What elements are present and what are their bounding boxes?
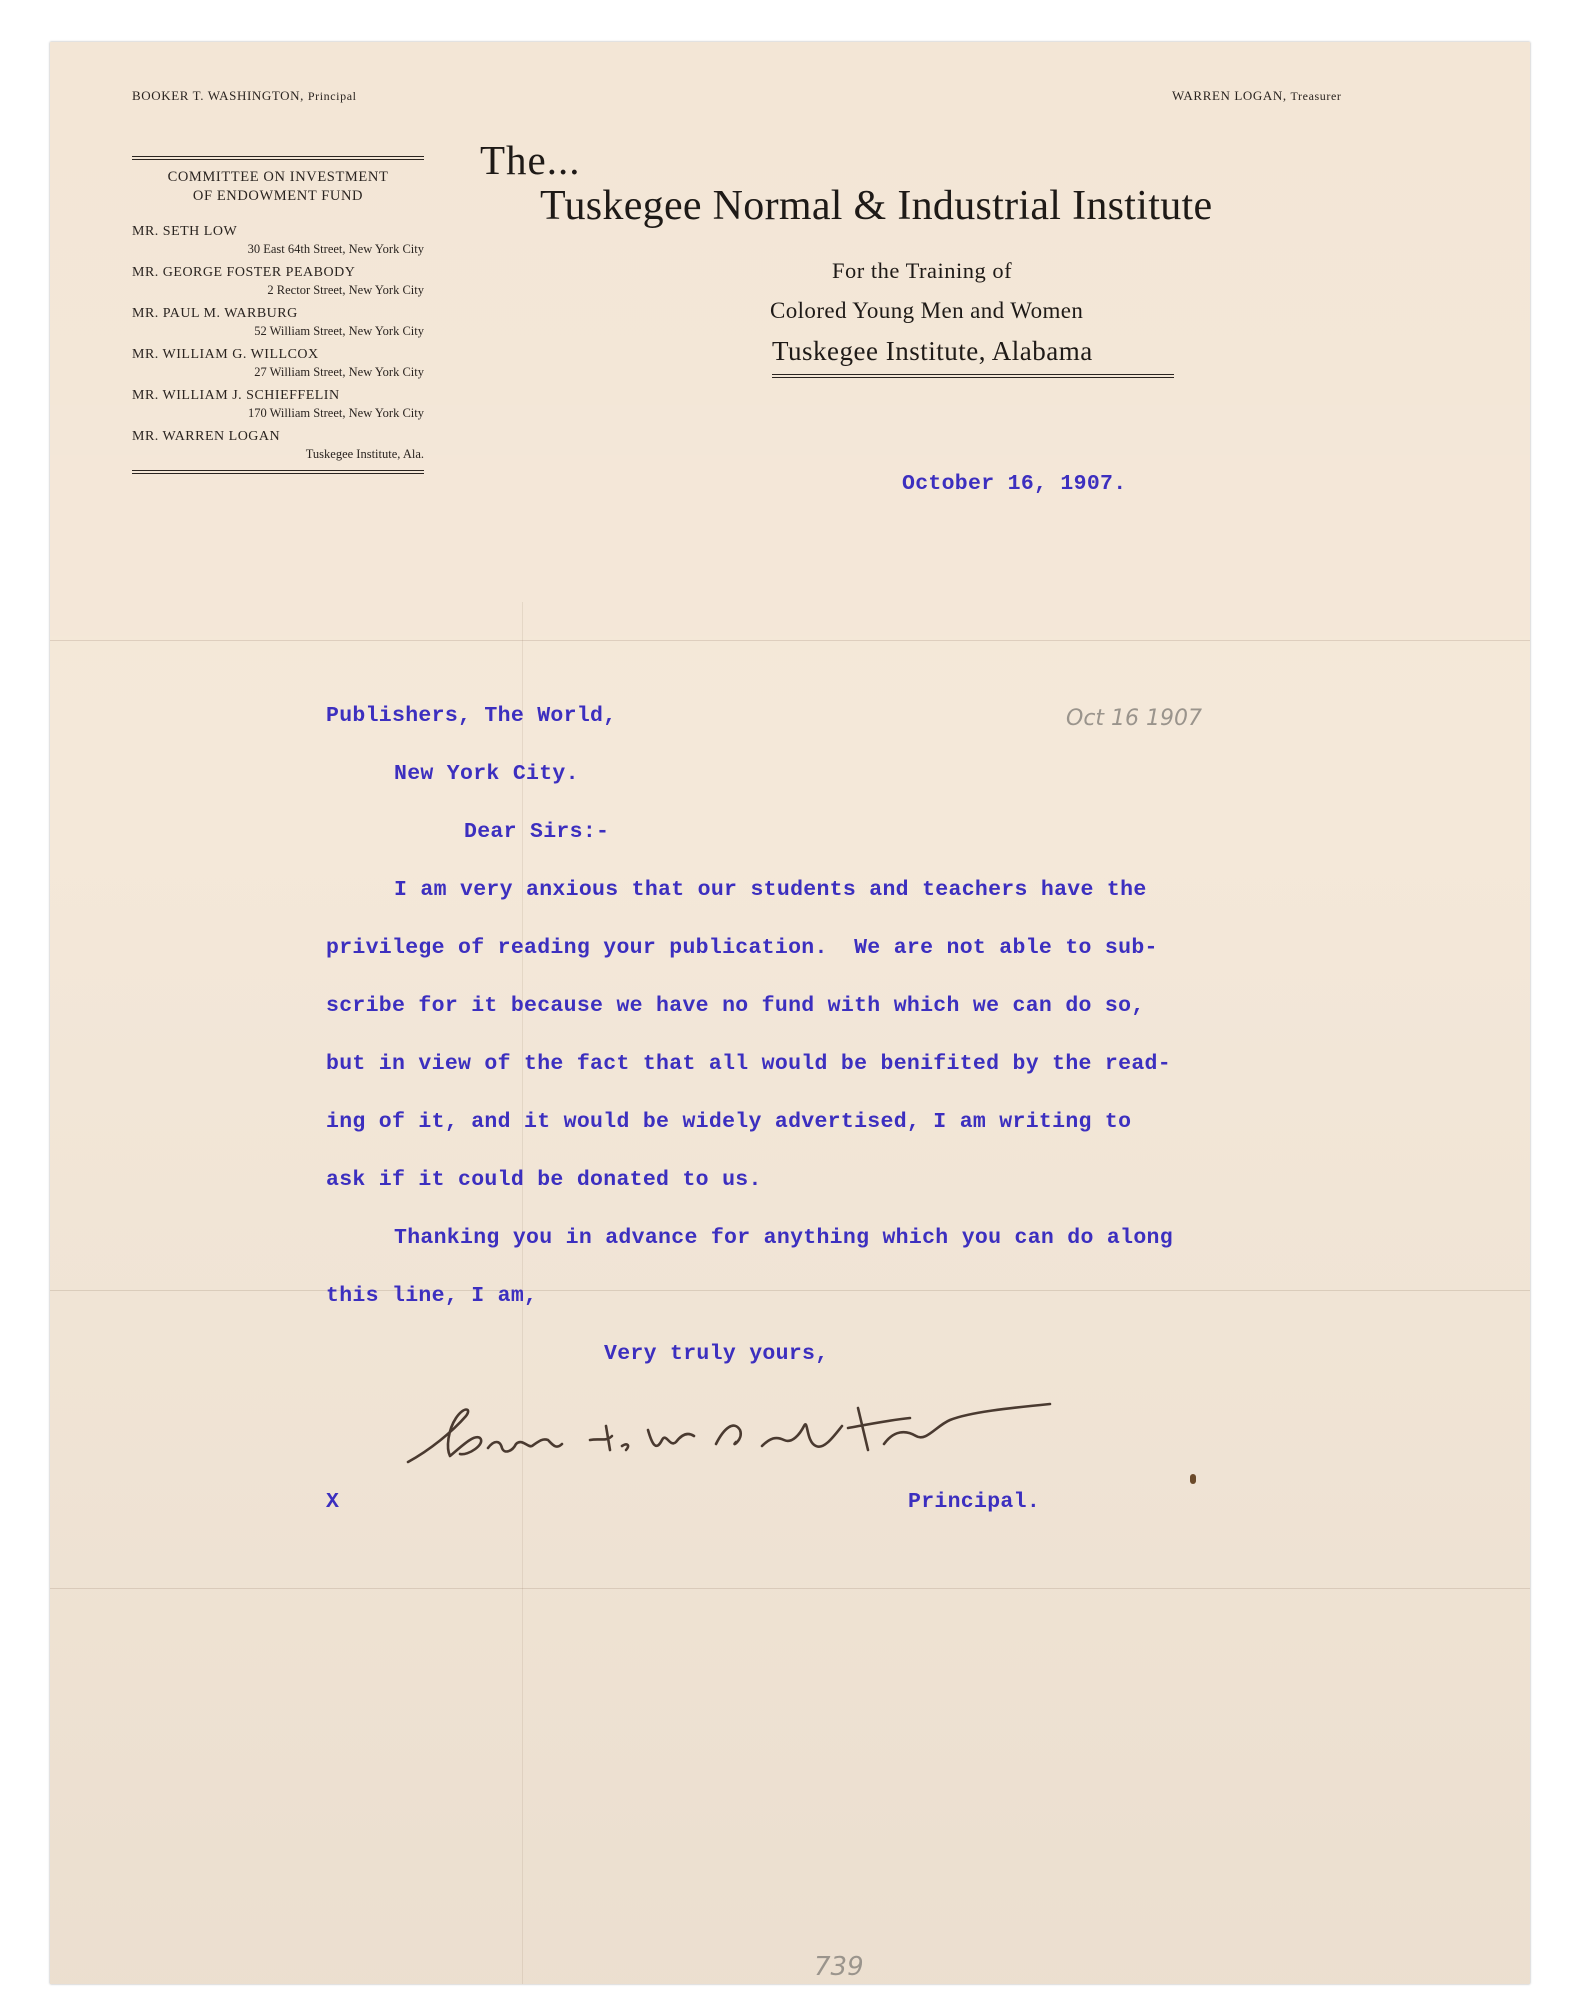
treasurer-name: WARREN LOGAN, — [1172, 88, 1287, 103]
body-line: Thanking you in advance for anything which you can do along — [394, 1226, 1173, 1250]
member-name: MR. WILLIAM G. WILLCOX — [132, 347, 319, 362]
body-line: privilege of reading your publication. We are not able to sub- — [326, 936, 1158, 960]
member-name: MR. SETH LOW — [132, 224, 238, 239]
pencil-archive-number: 739 — [814, 1952, 864, 1982]
member-address: 27 William Street, New York City — [254, 365, 424, 379]
committee-block — [132, 156, 424, 474]
fold-crease-lower — [50, 1588, 1530, 1589]
member-name: MR. WILLIAM J. SCHIEFFELIN — [132, 388, 340, 403]
signature-text — [1, 1, 2, 2]
treasurer-line — [1172, 88, 1342, 104]
principal-title: Principal — [307, 89, 357, 103]
sign-title: Principal. — [908, 1490, 1041, 1514]
salutation: Dear Sirs:- — [464, 820, 610, 844]
location-rule — [772, 374, 1174, 378]
member-address: 52 William Street, New York City — [254, 324, 424, 338]
committee-title-line2: OF ENDOWMENT FUND — [192, 188, 364, 204]
fold-crease-top — [50, 640, 1530, 641]
member-address: 30 East 64th Street, New York City — [247, 242, 424, 256]
body-line: this line, I am, — [326, 1284, 538, 1308]
institution-colored: Colored Young Men and Women — [770, 298, 1084, 323]
treasurer-title: Treasurer — [1290, 89, 1342, 103]
signature-drawing — [390, 1390, 1110, 1490]
body-line: but in view of the fact that all would be benifited by the read- — [326, 1052, 1171, 1076]
member-name: MR. GEORGE FOSTER PEABODY — [132, 265, 356, 280]
member-address: 170 William Street, New York City — [247, 406, 424, 420]
committee-member — [132, 222, 424, 257]
committee-member — [132, 386, 424, 421]
recipient-line2: New York City. — [394, 762, 579, 786]
ink-stain — [1190, 1474, 1196, 1484]
letter-date: October 16, 1907. — [902, 472, 1127, 496]
member-address: 2 Rector Street, New York City — [267, 283, 424, 297]
body-line: ing of it, and it would be widely advertised, I am writing to — [326, 1110, 1132, 1134]
member-name: MR. PAUL M. WARBURG — [132, 306, 298, 321]
pencil-date-note: Oct 16 1907 — [1066, 706, 1203, 731]
body-line: ask if it could be donated to us. — [326, 1168, 762, 1192]
institution-name: Tuskegee Normal & Industrial Institute — [540, 183, 1213, 229]
marker-x: X — [326, 1490, 340, 1514]
recipient-line1: Publishers, The World, — [326, 704, 617, 728]
member-name: MR. WARREN LOGAN — [132, 429, 281, 444]
body-line: scribe for it because we have no fund with which we can do so, — [326, 994, 1145, 1018]
institution-for-training: For the Training of — [832, 258, 1013, 283]
fold-crease-middle — [50, 1290, 1530, 1291]
institution-location: Tuskegee Institute, Alabama — [772, 336, 1093, 366]
committee-member — [132, 345, 424, 380]
committee-bottom-rule — [132, 470, 424, 474]
member-address: Tuskegee Institute, Ala. — [305, 447, 424, 461]
committee-member — [132, 304, 424, 339]
body-line: I am very anxious that our students and teachers have the — [394, 878, 1147, 902]
committee-title-line1: COMMITTEE ON INVESTMENT — [167, 169, 389, 185]
committee-top-rule — [132, 156, 424, 160]
committee-member — [132, 427, 424, 462]
closing: Very truly yours, — [604, 1342, 829, 1366]
principal-line — [132, 88, 357, 104]
institution-the: The... — [480, 137, 581, 183]
principal-name: BOOKER T. WASHINGTON, — [132, 88, 304, 103]
committee-member — [132, 263, 424, 298]
